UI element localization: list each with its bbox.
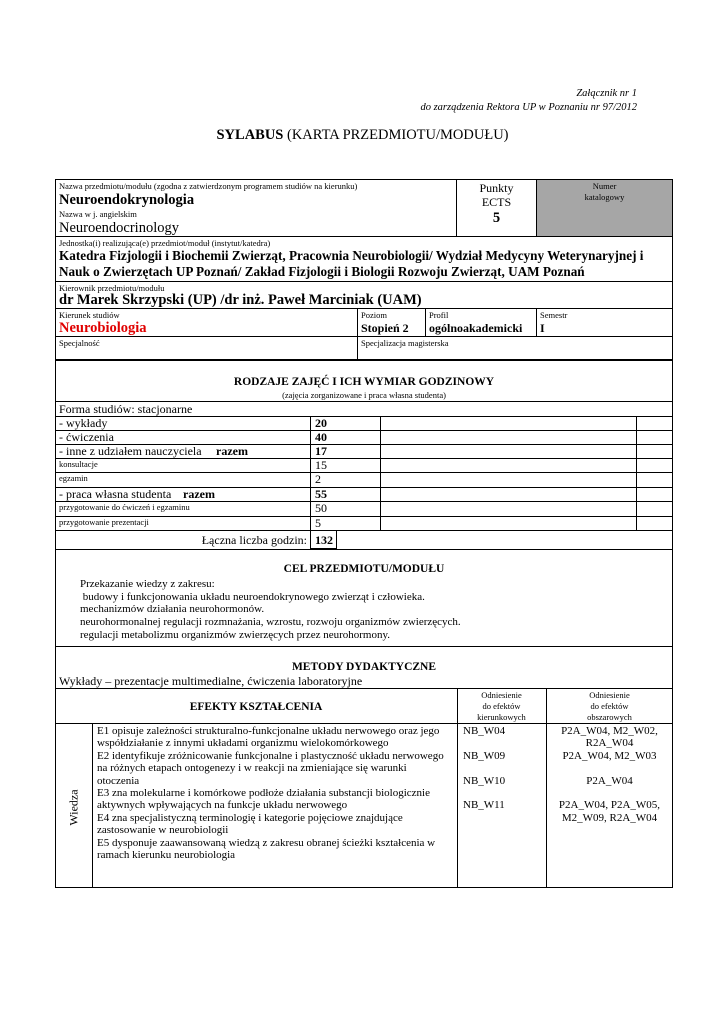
hours-row-value: 17 <box>315 444 327 458</box>
ref-area-value: P2A_W04 <box>586 774 633 787</box>
masters-label: Specjalizacja magisterska <box>361 338 449 348</box>
ref-direction-l3: kierunkowych <box>477 712 526 722</box>
effect-line: współdziałanie z innymi układami organizmu wielokomórkowego <box>97 737 389 750</box>
goal-line: neurohormonalnej regulacji rozmnażania, wzrostu, rozwoju organizmów zwierzęcych. <box>80 616 461 629</box>
unit-line-2: Nauk o Zwierzętach UP Poznań/ Zakład Fizjologii i Biologii Rozwoju Zwierząt, UAM Poznań <box>59 264 585 279</box>
hours-row-value: 40 <box>315 430 327 444</box>
course-head-label: Kierownik przedmiotu/modułu <box>59 283 165 293</box>
level-label: Poziom <box>361 310 387 320</box>
ref-direction-value: NB_W04 <box>463 725 506 737</box>
ref-area-l3: obszarowych <box>587 712 632 722</box>
effect-line: E4 zna specjalistyczną terminologię i kategorie pojęciowe znajdujące <box>97 811 403 824</box>
ref-area-l2: do efektów <box>590 701 629 711</box>
hours-row-value: 55 <box>315 487 327 501</box>
specialty-label: Specjalność <box>59 338 100 348</box>
effect-line: ramach kierunku neurobiologia <box>97 849 236 861</box>
hours-subheading: (zajęcia zorganizowane i praca własna studenta) <box>282 390 446 400</box>
catalog-label-2: katalogowy <box>584 192 625 202</box>
ects-label-2: ECTS <box>481 195 512 209</box>
ref-area-value: P2A_W04, M2_W02, <box>561 725 658 737</box>
ects-value: 5 <box>492 210 501 226</box>
ref-direction-value: NB_W11 <box>463 799 505 812</box>
ref-area-value: P2A_W04, P2A_W05, <box>558 799 661 812</box>
goal-line: mechanizmów działania neurohormonów. <box>80 603 265 616</box>
annex-number: Załącznik nr 1 <box>576 88 637 99</box>
english-name: Neuroendocrinology <box>59 220 179 236</box>
hours-row-label: - wykłady <box>59 416 108 430</box>
effect-line: E3 zna molekularne i komórkowe podłoże działania substancji biologicznie <box>97 787 430 799</box>
course-name: Neuroendokrynologia <box>59 192 195 208</box>
annex-regulation: do zarządzenia Rektora UP w Poznaniu nr 97/2012 <box>420 102 637 113</box>
category-label: Wiedza <box>66 789 81 826</box>
ref-area-value: R2A_W04 <box>585 737 634 750</box>
effect-line: E2 identyfikuje zróżnicowanie funkcjonalne i plastyczność układu nerwowego <box>97 749 444 762</box>
page-title: SYLABUS (KARTA PRZEDMIOTU/MODUŁU) <box>216 127 509 143</box>
goal-line: budowy i funkcjonowania układu neuroendokrynowego zwierząt i człowieka. <box>80 590 425 603</box>
hours-row-label: przygotowanie do ćwiczeń i egzaminu <box>59 502 190 512</box>
study-form: Forma studiów: stacjonarne <box>59 402 193 416</box>
effect-line: E5 dysponuje zaawansowaną wiedzą z zakresu obranej ścieżki kształcenia w <box>97 836 436 849</box>
hours-row-value: 50 <box>315 501 327 515</box>
unit-line-1: Katedra Fizjologii i Biochemii Zwierząt, Pracownia Neurobiologii/ Wydział Medycyny Weterynaryjnej i <box>59 248 644 263</box>
field-label: Kierunek studiów <box>59 310 120 320</box>
ref-area-value: M2_W09, R2A_W04 <box>561 811 658 824</box>
methods-text: Wykłady – prezentacje multimedialne, ćwiczenia laboratoryjne <box>59 674 363 688</box>
hours-row-value: 20 <box>315 416 327 430</box>
hours-row-label: przygotowanie prezentacji <box>59 517 149 527</box>
ref-direction-value: NB_W10 <box>463 774 506 787</box>
unit-label: Jednostka(i) realizująca(e) przedmiot/moduł (instytut/katedra) <box>59 238 271 248</box>
ref-area-l1: Odniesienie <box>589 690 630 700</box>
ects-label-1: Punkty <box>479 181 514 195</box>
course-head: dr Marek Skrzypski (UP) /dr inż. Paweł Marciniak (UAM) <box>59 292 422 308</box>
semester-label: Semestr <box>540 310 568 320</box>
english-name-label: Nazwa w j. angielskim <box>59 209 137 219</box>
hours-row-label: - inne z udziałem nauczyciela <box>59 444 202 458</box>
hours-row-label: egzamin <box>59 473 88 483</box>
methods-heading: METODY DYDAKTYCZNE <box>291 661 437 673</box>
total-hours-label: Łączna liczba godzin: <box>201 533 307 547</box>
profile-value: ogólnoakademicki <box>429 321 523 335</box>
effects-heading: EFEKTY KSZTAŁCENIA <box>189 701 323 713</box>
hours-row-value: 5 <box>315 516 321 530</box>
total-hours-value: 132 <box>315 533 333 547</box>
course-name-label: Nazwa przedmiotu/modułu (zgodna z zatwierdzonym programem studiów na kierunku) <box>59 181 358 191</box>
hours-heading: RODZAJE ZAJĘĆ I ICH WYMIAR GODZINOWY <box>233 376 495 388</box>
level-value: Stopień 2 <box>361 321 409 335</box>
effect-line: E1 opisuje zależności strukturalno-funkcjonalne układu nerwowego oraz jego <box>97 725 440 737</box>
ref-direction-l1: Odniesienie <box>481 690 522 700</box>
hours-row-label: konsultacje <box>59 459 98 469</box>
ref-direction-value: NB_W09 <box>463 749 506 762</box>
effect-line: aktywnych wpływających na funkcje układu nerwowego <box>97 799 348 812</box>
effect-line: na różnych etapach ontogenezy i w reakcji na zmieniające się warunki <box>97 762 407 775</box>
ref-area-value: P2A_W04, M2_W03 <box>562 749 657 762</box>
hours-row-label: - praca własna studenta <box>59 487 172 501</box>
hours-row-total-tag: razem <box>183 487 215 501</box>
field-value: Neurobiologia <box>59 320 147 336</box>
hours-row-total-tag: razem <box>216 444 248 458</box>
effect-line: zastosowanie w neurobiologii <box>97 824 229 837</box>
goal-line: regulacji metabolizmu organizmów zwierzęcych przez neurohormony. <box>80 628 391 641</box>
goal-line: Przekazanie wiedzy z zakresu: <box>80 578 215 590</box>
profile-label: Profil <box>429 310 449 320</box>
semester-value: I <box>540 321 545 335</box>
hours-row-value: 2 <box>315 472 321 486</box>
hours-row-value: 15 <box>315 458 327 472</box>
catalog-label-1: Numer <box>592 181 617 191</box>
ref-direction-l2: do efektów <box>482 701 521 711</box>
effect-line: otoczenia <box>97 774 140 787</box>
goal-heading: CEL PRZEDMIOTU/MODUŁU <box>283 563 445 575</box>
hours-row-label: - ćwiczenia <box>59 430 114 444</box>
